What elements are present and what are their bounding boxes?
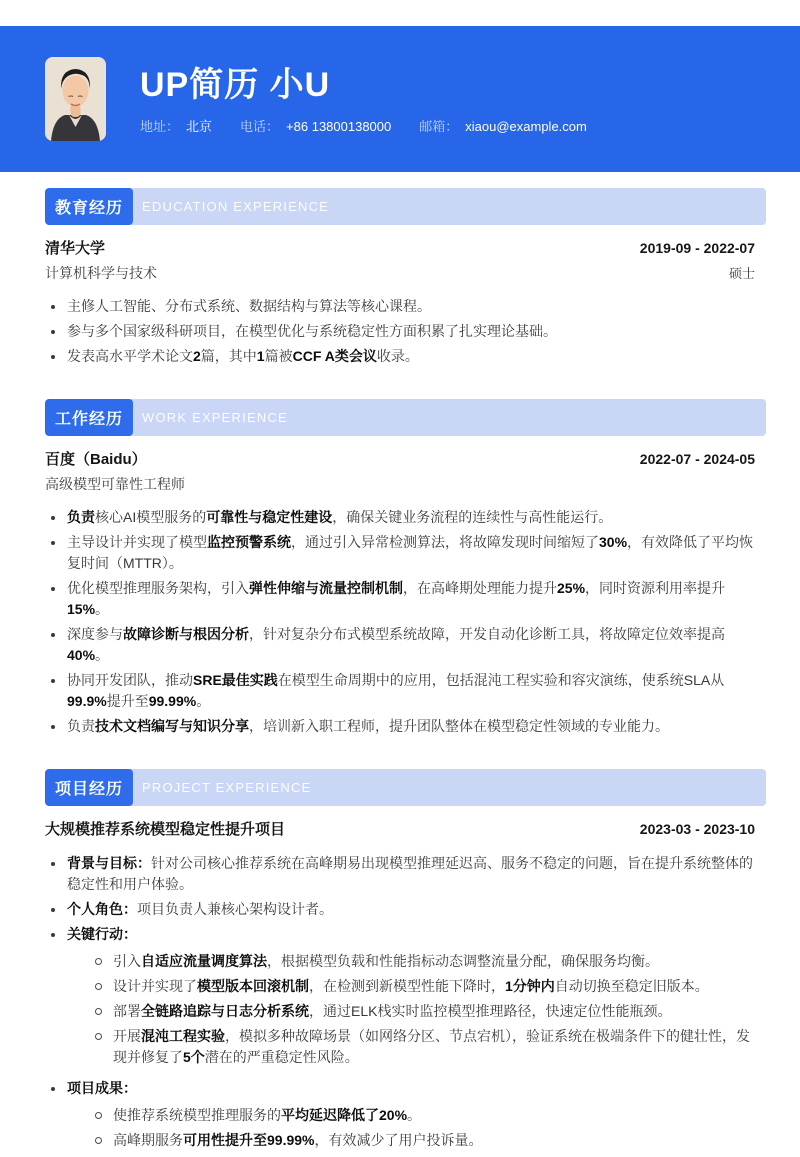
text-segment: 。	[196, 693, 211, 709]
bullet-icon	[51, 633, 55, 637]
highlight-text: 2	[193, 348, 201, 364]
text-segment: 使推荐系统模型推理服务的	[113, 1107, 281, 1123]
list-item-text	[67, 1078, 755, 1099]
highlight-text: 全链路追踪与日志分析系统	[141, 1003, 309, 1019]
contact-item	[240, 119, 391, 135]
contact-value: +86 13800138000	[286, 118, 392, 134]
highlight-text: 负责	[67, 509, 95, 525]
text-segment: 篇，其中	[200, 348, 257, 364]
text-segment: ，培训新入职工程师，提升团队整体在模型稳定性领域的专业能力。	[249, 718, 669, 734]
text-segment: 针对公司核心推荐系统在高峰期易出现模型推理延迟高、服务不稳定的问题，旨在提升系统整体的稳定性和用户体验。	[67, 855, 753, 892]
contact-value: xiaou@example.com	[465, 118, 587, 134]
text-segment: 优化模型推理服务架构，引入	[67, 580, 249, 596]
highlight-text: 模型版本回滚机制	[197, 978, 309, 994]
text-segment: ，有效减少了用户投诉量。	[314, 1132, 483, 1148]
highlight-text: 5个	[183, 1049, 205, 1065]
highlight-text: 监控预警系统	[207, 534, 291, 550]
text-segment: 核心AI模型服务的	[95, 509, 207, 525]
highlight-text: 30%	[599, 534, 628, 550]
contact-label: 邮箱：	[419, 118, 459, 134]
sub-bullet-list	[89, 1105, 755, 1155]
text-segment: ，确保关键业务流程的连续性与高性能运行。	[332, 509, 613, 525]
contact-label: 地址：	[140, 118, 180, 134]
list-item	[45, 899, 755, 920]
highlight-text: 项目成果：	[67, 1080, 137, 1096]
section-subtitle: PROJECT EXPERIENCE	[142, 780, 312, 795]
list-item-text	[67, 624, 755, 666]
entry-title: 清华大学	[45, 240, 106, 257]
text-segment: 部署	[113, 1003, 141, 1019]
text-segment: 自动切换至稳定旧版本。	[554, 978, 709, 994]
list-item-text	[67, 346, 755, 367]
contact-item	[140, 119, 212, 135]
bullet-list	[45, 296, 755, 367]
sub-list-item-text	[113, 1105, 755, 1126]
highlight-text: 可靠性与稳定性建设	[206, 509, 333, 525]
highlight-text: CCF A类会议	[292, 348, 377, 364]
text-segment: ，同时资源利用率提升	[585, 580, 726, 596]
contact-label: 电话：	[240, 118, 280, 134]
text-segment: ，通过引入异常检测算法，将故障发现时间缩短了	[291, 534, 599, 550]
entry-role: 高级模型可靠性工程师	[45, 476, 185, 492]
sub-list-item	[89, 1105, 755, 1126]
sub-list-item-text	[113, 1001, 755, 1022]
list-item	[45, 578, 755, 620]
sub-bullet-icon	[95, 983, 102, 990]
sub-bullet-list	[89, 951, 755, 1072]
text-segment: 高峰期服务	[113, 1132, 183, 1148]
highlight-text: 自适应流量调度算法	[141, 953, 267, 969]
highlight-text: 弹性伸缩与流量控制机制	[249, 580, 403, 596]
list-item-body	[67, 716, 755, 737]
sub-bullet-icon	[95, 1112, 102, 1119]
highlight-text: 关键行动：	[67, 926, 137, 942]
contact-row	[140, 119, 587, 135]
sub-bullet-icon	[95, 1033, 102, 1040]
entry-header-row	[45, 238, 755, 259]
list-item-body	[67, 296, 755, 317]
bullet-list	[45, 853, 755, 1157]
section-header	[45, 399, 766, 436]
highlight-text: 40%	[67, 647, 96, 663]
highlight-text: 99.99%	[148, 693, 197, 709]
highlight-text: 技术文档编写与知识分享	[95, 718, 249, 734]
sub-bullet-icon	[95, 1137, 102, 1144]
text-segment: 。	[95, 647, 110, 663]
text-segment: 发表高水平学术论文	[67, 348, 193, 364]
section-header	[45, 188, 766, 225]
bullet-icon	[51, 541, 55, 545]
text-segment: 主修人工智能、分布式系统、数据结构与算法等核心课程。	[67, 298, 431, 314]
contact-value: 北京	[186, 118, 213, 134]
text-segment: ，通过ELK栈实时监控模型推理路径，快速定位性能瓶颈。	[309, 1003, 672, 1019]
bullet-icon	[51, 305, 55, 309]
entry-degree: 硕士	[728, 266, 755, 281]
bullet-icon	[51, 355, 55, 359]
section-badge: 项目经历	[45, 769, 133, 806]
text-segment: 篇被	[264, 348, 293, 364]
list-item-body	[67, 532, 755, 574]
text-segment: 开展	[113, 1028, 141, 1044]
list-item	[45, 716, 755, 737]
header-info	[140, 64, 587, 135]
list-item	[45, 670, 755, 712]
highlight-text: 平均延迟降低了20%	[281, 1107, 408, 1123]
text-segment: 在模型生命周期中的应用，包括混沌工程实验和容灾演练，使系统SLA从	[277, 672, 725, 688]
bullet-icon	[51, 587, 55, 591]
resume-sections	[0, 188, 800, 1157]
sub-list-item-text	[113, 951, 755, 972]
bullet-list	[45, 507, 755, 737]
text-segment: 负责	[67, 718, 95, 734]
entry-subtitle-row	[45, 263, 755, 283]
highlight-text: 99.9%	[67, 693, 107, 709]
section-badge: 教育经历	[45, 188, 133, 225]
highlight-text: 故障诊断与根因分析	[123, 626, 249, 642]
text-segment: 设计并实现了	[113, 978, 197, 994]
list-item	[45, 507, 755, 528]
section-subtitle: WORK EXPERIENCE	[142, 410, 288, 425]
bullet-icon	[51, 679, 55, 683]
sub-list-item-text	[113, 1026, 755, 1068]
list-item	[45, 296, 755, 317]
entry-header-row	[45, 449, 755, 470]
text-segment: 协同开发团队，推动	[67, 672, 193, 688]
list-item-body	[67, 346, 755, 367]
contact-item	[419, 119, 587, 135]
highlight-text: 背景与目标：	[67, 855, 151, 871]
highlight-text: 25%	[557, 580, 586, 596]
sub-list-item	[89, 976, 755, 997]
bullet-icon	[51, 725, 55, 729]
text-segment: 收录。	[376, 348, 419, 364]
highlight-text: 可用性提升至99.99%	[183, 1132, 315, 1148]
text-segment: 。	[407, 1107, 422, 1123]
list-item-text	[67, 321, 755, 342]
bullet-icon	[51, 933, 55, 937]
highlight-text: 个人角色：	[67, 901, 137, 917]
list-item	[45, 853, 755, 895]
entry-date: 2022-07 - 2024-05	[639, 451, 755, 467]
sub-list-item	[89, 951, 755, 972]
list-item-text	[67, 899, 755, 920]
sub-bullet-icon	[95, 1008, 102, 1015]
sub-list-item	[89, 1001, 755, 1022]
highlight-text: 1	[256, 348, 265, 364]
text-segment: 。	[95, 601, 110, 617]
entry-header-row	[45, 819, 755, 840]
list-item	[45, 321, 755, 342]
bullet-icon	[51, 330, 55, 334]
list-item-body	[67, 321, 755, 342]
list-item	[45, 924, 755, 1074]
bullet-icon	[51, 516, 55, 520]
section	[0, 188, 800, 367]
section	[0, 399, 800, 737]
list-item-text	[67, 716, 755, 737]
bullet-icon	[51, 1087, 55, 1091]
portrait-photo-placeholder	[45, 57, 106, 141]
highlight-text: 混沌工程实验	[141, 1028, 225, 1044]
list-item-text	[67, 296, 755, 317]
text-segment: ，针对复杂分布式模型系统故障，开发自动化诊断工具，将故障定位效率提高	[249, 626, 725, 642]
text-segment: 引入	[113, 953, 141, 969]
text-segment: 潜在的严重稳定性风险。	[204, 1049, 359, 1065]
list-item	[45, 1078, 755, 1157]
list-item-body	[67, 624, 755, 666]
text-segment: 项目负责人兼核心架构设计者。	[137, 901, 333, 917]
resume-page	[0, 26, 800, 1156]
list-item-text	[67, 924, 755, 945]
sub-list-item-text	[113, 976, 755, 997]
list-item	[45, 346, 755, 367]
highlight-text: 1分钟内	[505, 978, 555, 994]
text-segment: ，模拟多种故障场景（如网络分区、节点宕机），验证系统在极端条件下的健壮性，发现并修复了	[113, 1028, 750, 1065]
text-segment: 参与多个国家级科研项目，在模型优化与系统稳定性方面积累了扎实理论基础。	[67, 323, 557, 339]
resume-header	[0, 26, 800, 172]
section-subtitle: EDUCATION EXPERIENCE	[142, 199, 330, 214]
section-header	[45, 769, 766, 806]
entry-date: 2019-09 - 2022-07	[639, 240, 755, 256]
entry-title: 百度（Baidu）	[45, 451, 147, 468]
text-segment: 深度参与	[67, 626, 123, 642]
list-item-text	[67, 853, 755, 895]
list-item-body	[67, 899, 755, 920]
entry-date: 2023-03 - 2023-10	[639, 821, 755, 837]
section	[0, 769, 800, 1157]
sub-list-item	[89, 1130, 755, 1151]
list-item-body	[67, 1078, 755, 1157]
section-badge: 工作经历	[45, 399, 133, 436]
text-segment: ，在高峰期处理能力提升	[403, 580, 557, 596]
highlight-text: 15%	[67, 601, 96, 617]
text-segment: ，根据模型负载和性能指标动态调整流量分配，确保服务均衡。	[267, 953, 659, 969]
sub-bullet-icon	[95, 958, 102, 965]
list-item-body	[67, 924, 755, 1074]
text-segment: ，有效降低了平均恢复时间（MTTR）。	[67, 534, 754, 571]
list-item	[45, 532, 755, 574]
entry-title: 大规模推荐系统模型稳定性提升项目	[45, 821, 286, 838]
text-segment: 主导设计并实现了模型	[67, 534, 207, 550]
list-item-body	[67, 670, 755, 712]
bullet-icon	[51, 908, 55, 912]
sub-list-item-text	[113, 1130, 755, 1151]
entry-role: 计算机科学与技术	[45, 265, 157, 281]
sub-list-item	[89, 1026, 755, 1068]
bullet-icon	[51, 862, 55, 866]
list-item-text	[67, 532, 755, 574]
entry-subtitle-row	[45, 474, 755, 494]
highlight-text: SRE最佳实践	[193, 672, 278, 688]
list-item-body	[67, 578, 755, 620]
text-segment: ，在检测到新模型性能下降时，	[309, 978, 505, 994]
page-title: UP简历 小U	[140, 65, 331, 104]
text-segment: 提升至	[106, 693, 149, 709]
list-item-text	[67, 670, 755, 712]
list-item-text	[67, 578, 755, 620]
list-item-body	[67, 853, 755, 895]
list-item-text	[67, 507, 755, 528]
list-item	[45, 624, 755, 666]
avatar	[45, 57, 106, 141]
list-item-body	[67, 507, 755, 528]
